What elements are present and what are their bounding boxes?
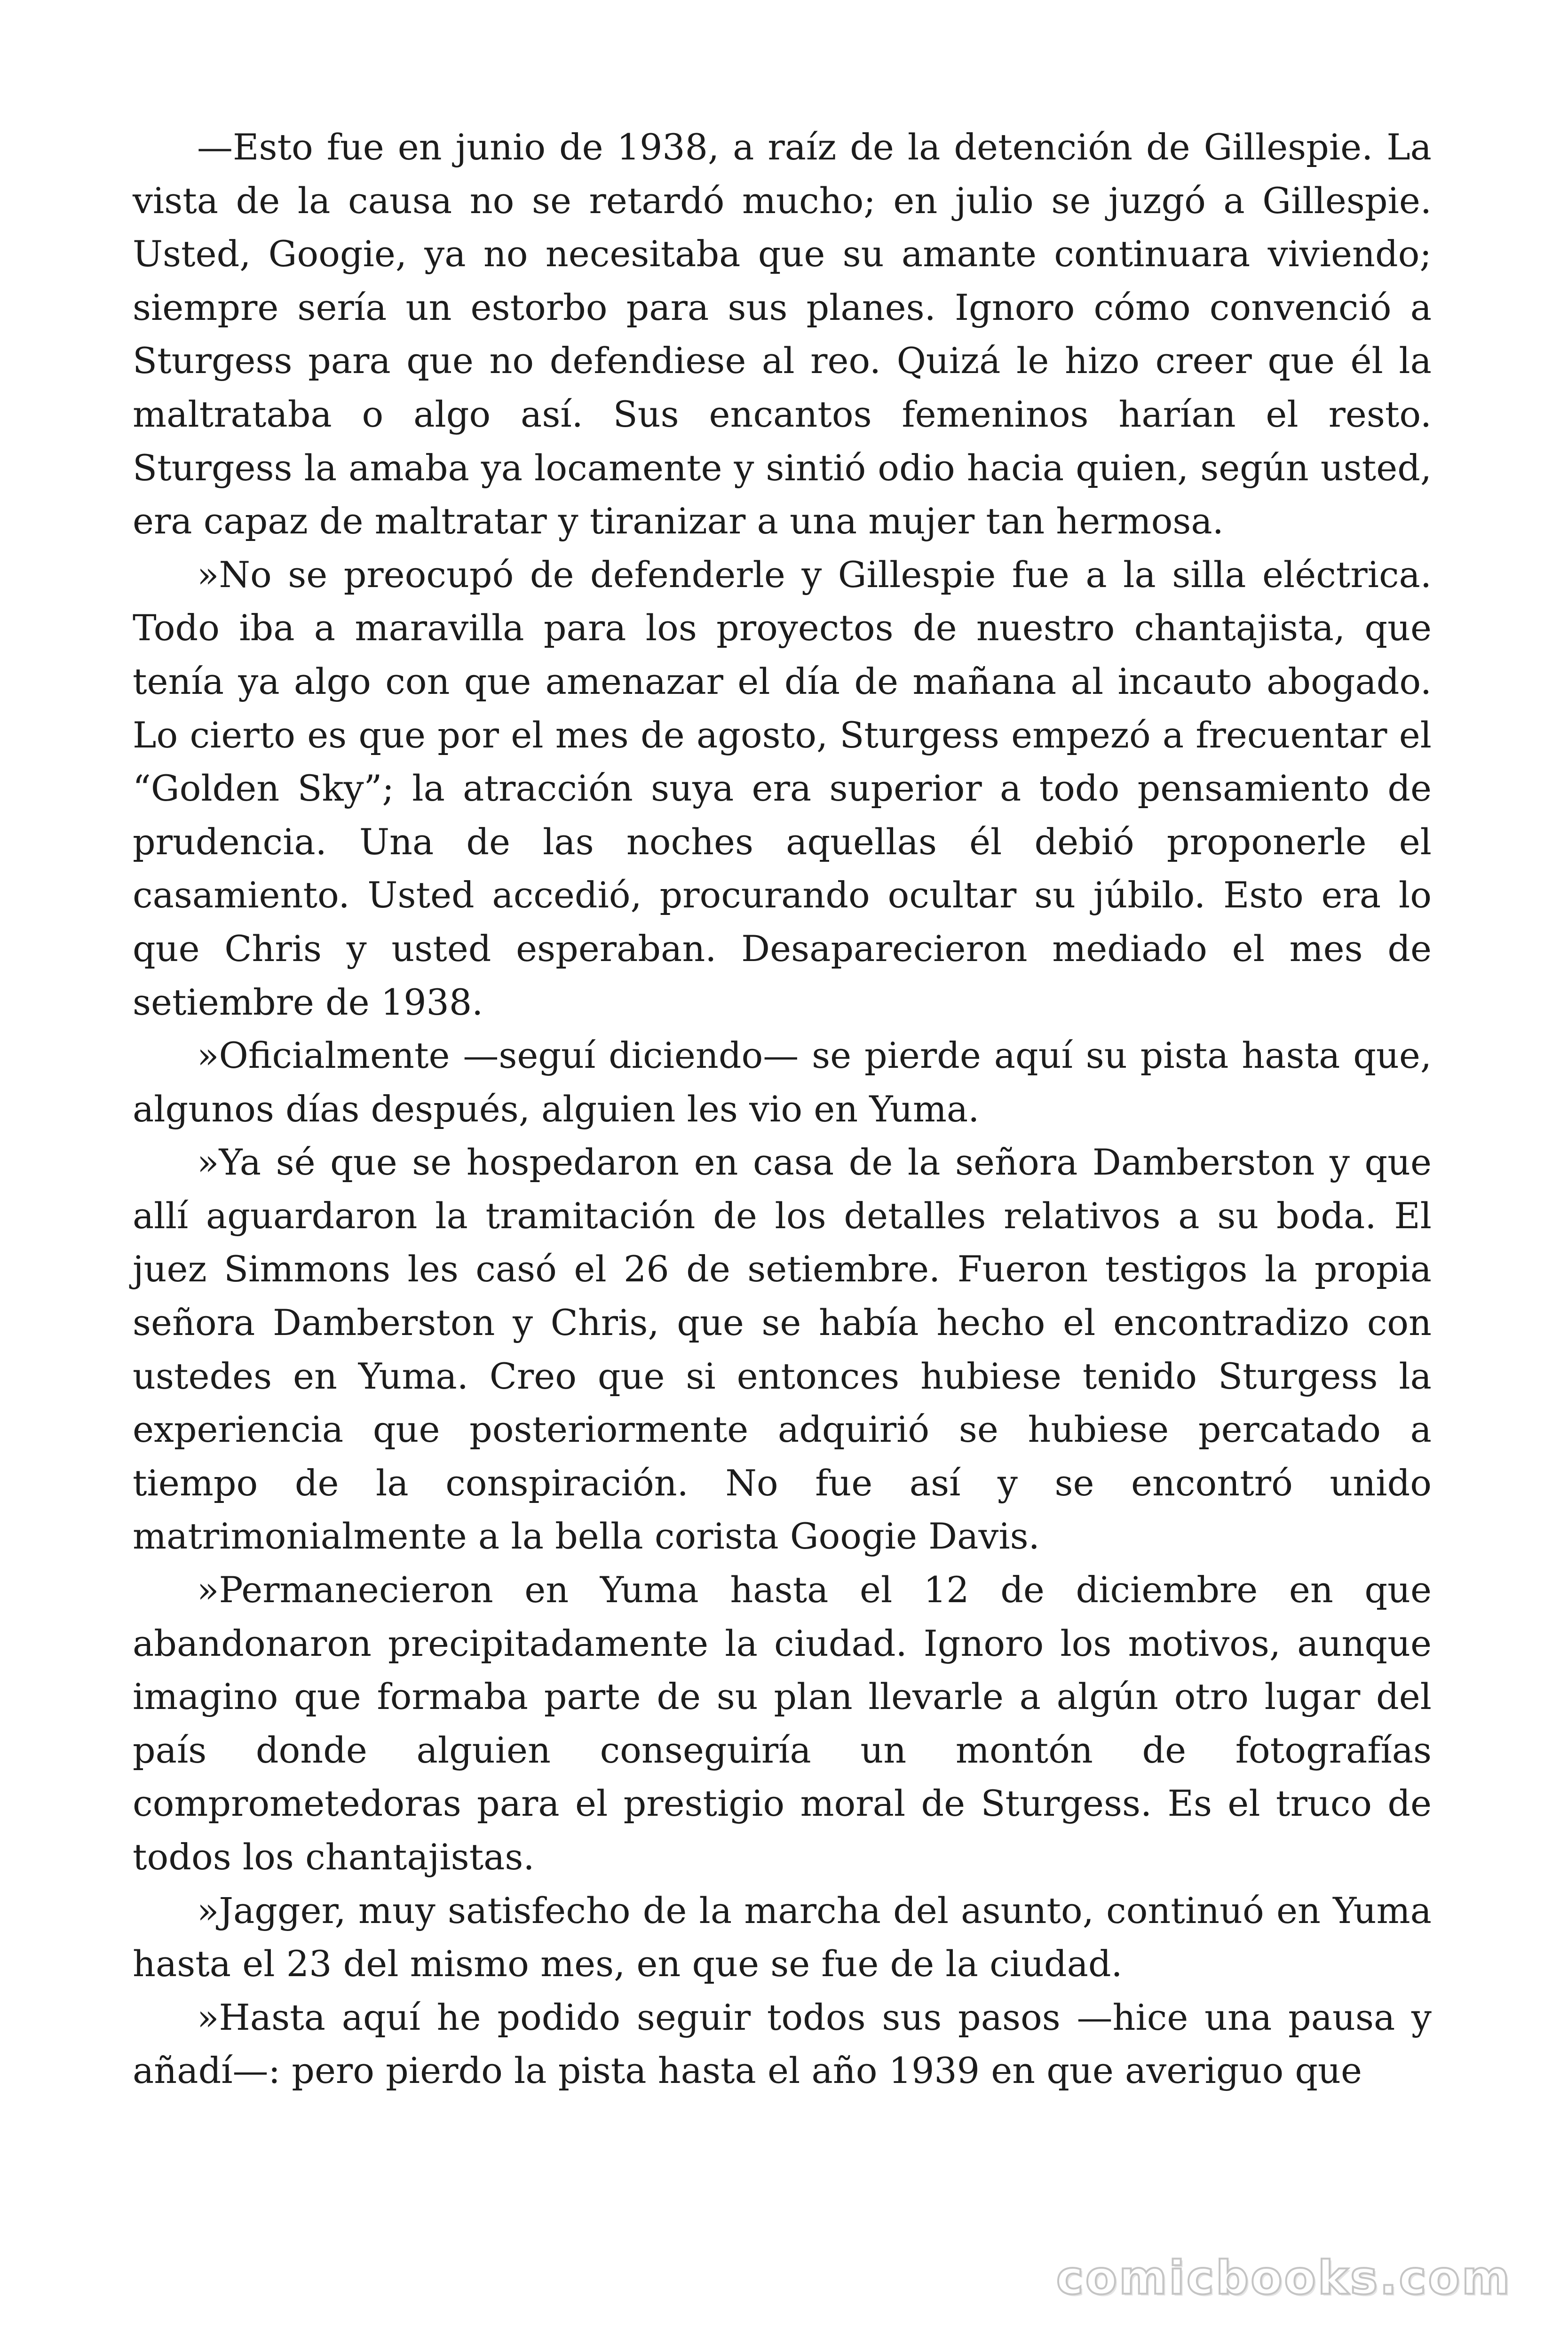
paragraph-7: »Hasta aquí he podido seguir todos sus pasos —hice una pausa y añadí—: pero pierdo la pista hasta el año 1939 en que averiguo que: [133, 1996, 1432, 2092]
body-text: [133, 120, 1432, 2098]
paragraph-1: —Esto fue en junio de 1938, a raíz de la detención de Gillespie. La vista de la causa no se retardó mucho; en julio se juzgó a Gillespie. Usted, Googie, ya no necesitaba que su amante continuara viviendo; siempre sería un estorbo para sus planes. Ignoro cómo convenció a Sturgess para que no defendiese al reo. Quizá le hizo creer que él la maltrataba o algo así. Sus encantos femeninos harían el resto. Sturgess la amaba ya locamente y sintió odio hacia quien, según usted, era capaz de maltratar y tiranizar a una mujer tan hermosa.: [133, 126, 1432, 542]
paragraph-5: »Permanecieron en Yuma hasta el 12 de diciembre en que abandonaron precipitadamente la ciudad. Ignoro los motivos, aunque imagino que formaba parte de su plan llevarle a algún otro lugar del país donde alguien conseguiría un montón de fotografías comprometedoras para el prestigio moral de Sturgess. Es el truco de todos los chantajistas.: [133, 1569, 1432, 1878]
paragraph-4: »Ya sé que se hospedaron en casa de la señora Damberston y que allí aguardaron la tramitación de los detalles relativos a su boda. El juez Simmons les casó el 26 de setiembre. Fueron testigos la propia señora Damberston y Chris, que se había hecho el encontradizo con ustedes en Yuma. Creo que si entonces hubiese tenido Sturgess la experiencia que posteriormente adquirió se hubiese percatado a tiempo de la conspiración. No fue así y se encontró unido matrimonialmente a la bella corista Googie Davis.: [133, 1141, 1432, 1557]
paragraph-6: »Jagger, muy satisfecho de la marcha del asunto, continuó en Yuma hasta el 23 del mismo mes, en que se fue de la ciudad.: [133, 1889, 1432, 1985]
paragraph-3: »Oficialmente —seguí diciendo— se pierde aquí su pista hasta que, algunos días después, alguien les vio en Yuma.: [133, 1034, 1432, 1130]
watermark: comicbooks.com: [1056, 2251, 1512, 2305]
paragraph-2: »No se preocupó de defenderle y Gillespie fue a la silla eléctrica. Todo iba a maravilla para los proyectos de nuestro chantajista, que tenía ya algo con que amenazar el día de mañana al incauto abogado. Lo cierto es que por el mes de agosto, Sturgess empezó a frecuentar el “Golden Sky”; la atracción suya era superior a todo pensamiento de prudencia. Una de las noches aquellas él debió proponerle el casamiento. Usted accedió, procurando ocultar su júbilo. Esto era lo que Chris y usted esperaban. Desaparecieron mediado el mes de setiembre de 1938.: [133, 553, 1432, 1023]
